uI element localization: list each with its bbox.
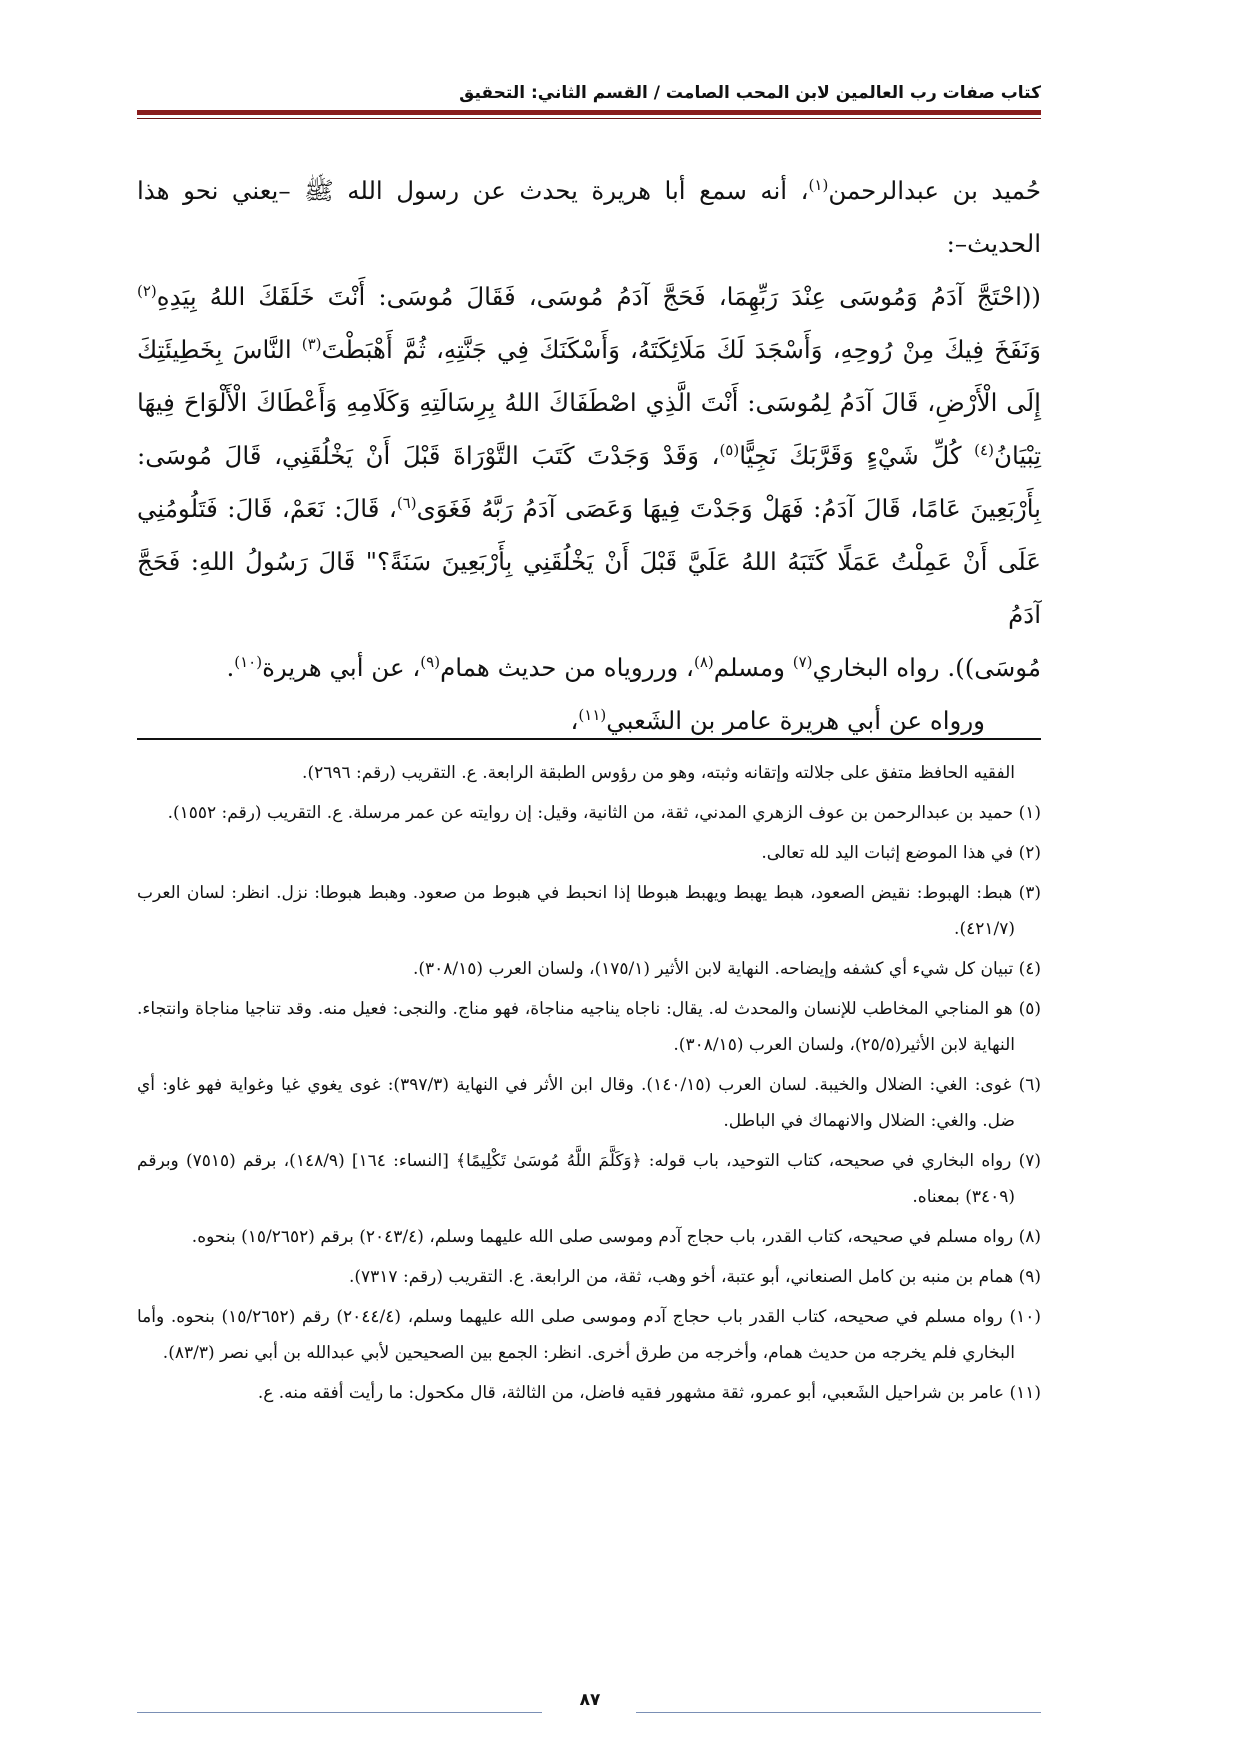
footnote-reference: (٣) [301, 334, 322, 353]
footnote-reference: (٩) [420, 652, 441, 671]
footnotes-section [137, 755, 1041, 1415]
footnote-continuation: الفقيه الحافظ متفق على جلالته وإتقانه وثبته، وهو من رؤوس الطبقة الرابعة. ع. التقريب (رقم: ٢٦٩٦). [302, 763, 1015, 783]
footnote-reference: (٢) [137, 281, 157, 300]
text-line [137, 641, 1041, 694]
text-segment: النَّاسَ بِخَطِيئَتِكَ [137, 335, 302, 364]
text-line [137, 323, 1041, 376]
text-line [137, 535, 1041, 641]
text-line [137, 164, 1041, 270]
text-segment: إِلَى الْأَرْضِ، قَالَ آدَمُ لِمُوسَى: أَنْتَ الَّذِي اصْطَفَاكَ اللهُ بِرِسَالَتِهِ وَكَلَامِهِ وَأَعْطَاكَ الْأَلْوَاحَ فِيهَا [137, 388, 1041, 417]
page-number: ٨٧ [579, 1690, 601, 1710]
text-segment: ورواه عن أبي هريرة عامر بن الشَعبي [606, 706, 985, 735]
text-segment: ، [570, 706, 579, 735]
footer-rule-right [636, 1712, 1041, 1713]
text-segment: ، قَالَ: نَعَمْ، قَالَ: فَتَلُومُنِي [137, 494, 397, 523]
footnote-reference: (١٠) [234, 652, 263, 671]
footnote-reference: (١١) [578, 705, 607, 724]
footnote-reference: (٥) [719, 440, 740, 459]
footnote-item: (٥) هو المناجي المخاطب للإنسان والمحدث له. يقال: ناجاه يناجيه مناجاة، فهو مناج. والنجى: فعيل منه. وقد تناجيا مناجاة وانتجاء. النهاية لابن الأثير(٢٥/٥)، ولسان العرب (٣٠٨/١٥). [137, 999, 1041, 1055]
footnote-item: (٣) هبط: الهبوط: نقيض الصعود، هبط يهبط ويهبط هبوطا إذا انحبط في هبوط من صعود. وهبط هبوطا: نزل. انظر: لسان العرب (٤٢١/٧). [137, 883, 1041, 939]
text-line [137, 376, 1041, 429]
footnote-reference: (٨) [693, 652, 714, 671]
footnote-reference: (٧) [792, 652, 813, 671]
text-segment: مُوسَى)). رواه البخاري [812, 653, 1041, 682]
text-segment: ، وَقَدْ وَجَدْتَ كَتَبَ التَّوْرَاةَ قَبْلَ أَنْ يَخْلُقَنِي، قَالَ مُوسَى: [137, 441, 720, 470]
text-segment: عَلَى أَنْ عَمِلْتُ عَمَلًا كَتَبَهُ اللهُ عَلَيَّ قَبْلَ أَنْ يَخْلُقَنِي بِأَرْبَعِينَ سَنَةً؟" قَالَ رَسُولُ اللهِ: فَحَجَّ آدَمُ [137, 547, 1041, 629]
footnote-reference: (٤) [974, 440, 994, 459]
text-segment: . [226, 653, 235, 682]
footnote-item: (١) حميد بن عبدالرحمن بن عوف الزهري المدني، ثقة، من الثانية، وقيل: إن روايته عن عمر مرسلة. ع. التقريب (رقم: ١٥٥٢). [167, 803, 1041, 823]
text-segment: ، أنه سمع أبا هريرة يحدث عن رسول الله ﷺ –يعني نحو هذا الحديث–: [137, 176, 1041, 258]
text-segment: بِأَرْبَعِينَ عَامًا، قَالَ آدَمُ: فَهَلْ وَجَدْتَ فِيهَا وَعَصَى آدَمُ رَبَّهُ فَغَوَى [416, 494, 1041, 523]
text-segment: ومسلم [713, 653, 793, 682]
header-title: كتاب صفات رب العالمين لابن المحب الصامت / القسم الثاني: التحقيق [459, 83, 1041, 103]
text-segment: كُلِّ شَيْءٍ وَقَرَّبَكَ نَجِيًّا [739, 441, 975, 470]
footnote-item: (٦) غوى: الغي: الضلال والخيبة. لسان العرب (١٤٠/١٥). وقال ابن الأثر في النهاية (٣٩٧/٣): غوى يغوي غيا وغواية فهو غاو: أي ضل. والغي: الضلال والانهماك في الباطل. [137, 1075, 1041, 1131]
text-segment: حُميد بن عبدالرحمن [828, 176, 1041, 205]
footnote-reference: (١) [808, 175, 829, 194]
text-line [137, 429, 1041, 482]
footnote-item: (١٠) رواه مسلم في صحيحه، كتاب القدر باب حجاج آدم وموسى صلى الله عليهما وسلم، (٢٠٤٤/٤) رقم (١٥/٢٦٥٢) بنحوه. وأما البخاري فلم يخرجه من حديث همام، وأخرجه من طرق أخرى. انظر: الجمع بين الصحيحين لأبي عبدالله بن أبي نصر (٨٣/٣). [137, 1307, 1041, 1363]
text-segment: ((احْتَجَّ آدَمُ وَمُوسَى عِنْدَ رَبِّهِمَا، فَحَجَّ آدَمُ مُوسَى، فَقَالَ مُوسَى: أَنْتَ خَلَقَكَ اللهُ بِيَدِهِ [156, 282, 1041, 311]
footnote-separator [137, 738, 1041, 740]
main-text [137, 164, 1041, 747]
text-line [137, 482, 1041, 535]
footer-rule-left [137, 1712, 542, 1713]
footnote-item: (٤) تبيان كل شيء أي كشفه وإيضاحه. النهاية لابن الأثير (١٧٥/١)، ولسان العرب (٣٠٨/١٥). [412, 959, 1041, 979]
text-line [137, 270, 1041, 323]
footnote-item: (٢) في هذا الموضع إثبات اليد لله تعالى. [761, 843, 1041, 863]
running-header [137, 78, 1041, 108]
text-segment: ، عن أبي هريرة [262, 653, 421, 682]
text-segment: ، ورروياه من حديث همام [440, 653, 694, 682]
text-segment: وَنَفَخَ فِيكَ مِنْ رُوحِهِ، وَأَسْجَدَ لَكَ مَلَائِكَتَهُ، وَأَسْكَنَكَ فِي جَنَّتِهِ، ثُمَّ أَهْبَطْتَ [321, 335, 1041, 364]
text-segment: تِبْيَانُ [993, 441, 1042, 470]
footnote-reference: (٦) [396, 493, 417, 512]
footnote-item: (١١) عامر بن شراحيل الشَعبي، أبو عمرو، ثقة مشهور فقيه فاضل، من الثالثة، قال مكحول: ما رأيت أفقه منه. ع. [257, 1383, 1041, 1403]
footnote-item: (٩) همام بن منبه بن كامل الصنعاني، أبو عتبة، أخو وهب، ثقة، من الرابعة. ع. التقريب (رقم: ٧٣١٧). [348, 1267, 1041, 1287]
footnote-item: (٨) رواه مسلم في صحيحه، كتاب القدر، باب حجاج آدم وموسى صلى الله عليهما وسلم، (٢٠٤٣/٤) برقم (١٥/٢٦٥٢) بنحوه. [191, 1227, 1041, 1247]
header-divider-thick [137, 110, 1041, 115]
footnote-item: (٧) رواه البخاري في صحيحه، كتاب التوحيد، باب قوله: ﴿وَكَلَّمَ اللَّهُ مُوسَىٰ تَكْلِيمًا﴾ [النساء: ١٦٤] (١٤٨/٩)، برقم (٧٥١٥) وبرقم (٣٤٠٩) بمعناه. [137, 1151, 1041, 1207]
header-divider-thin [137, 118, 1041, 119]
